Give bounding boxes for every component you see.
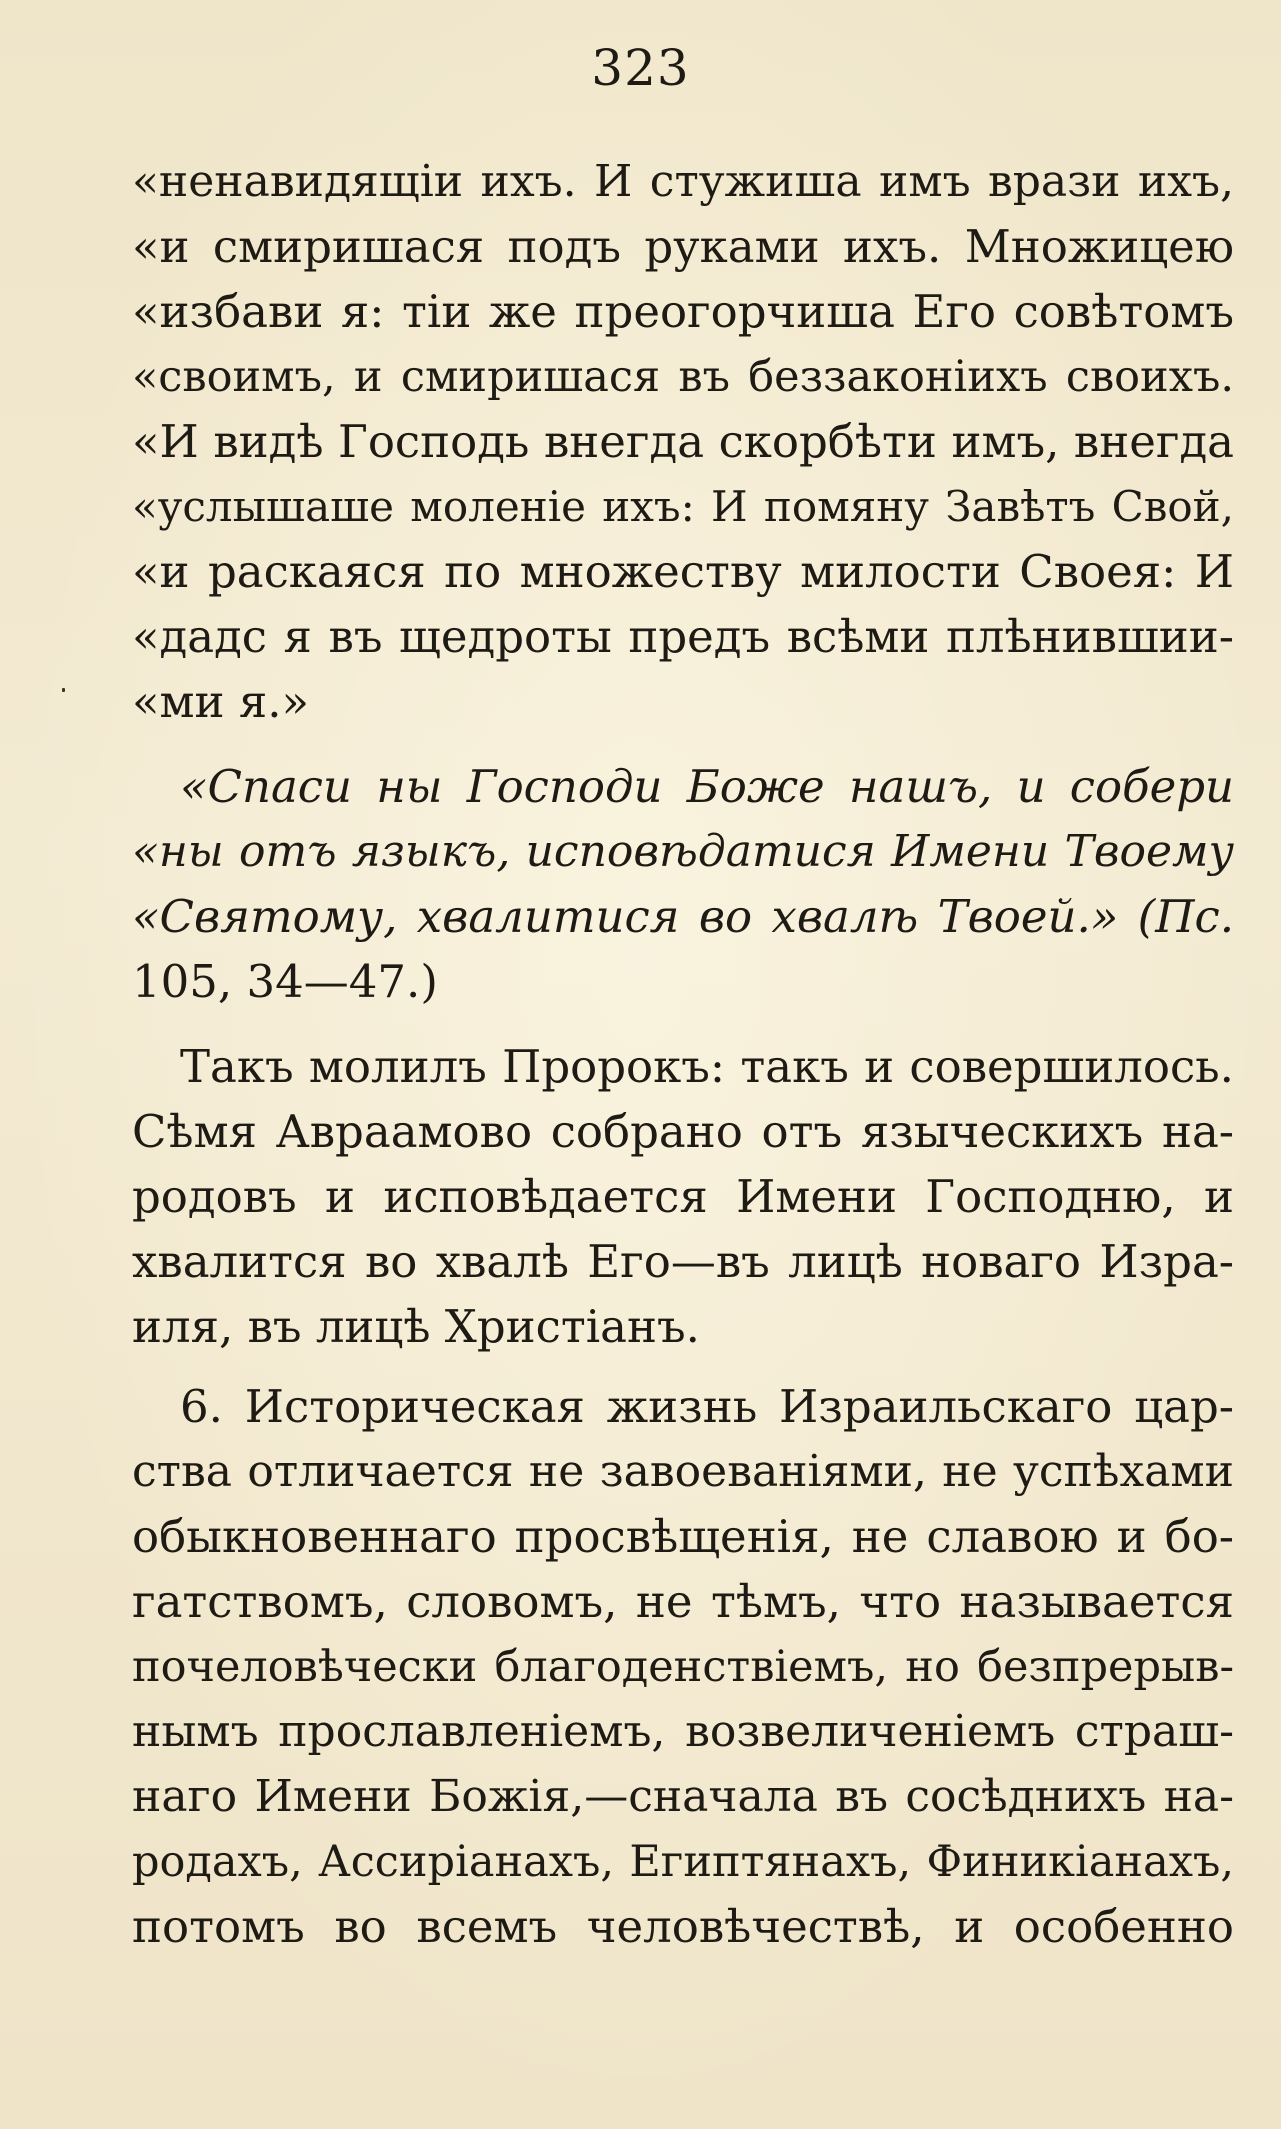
margin-speck [62,688,65,692]
text-line: наго Имени Божія,—сначала въ сосѣднихъ на- [132,1771,1234,1822]
text-line: Такъ молилъ Пророкъ: такъ и совершилось. [180,1040,1234,1093]
italic-quote-line: «Святому, хвалитися во хвалѣ Твоей.» (Пс. [132,890,1234,943]
italic-quote-line: «Спаси ны Господи Боже нашъ, и собери [180,760,1234,813]
page-number: 323 [591,39,690,97]
text-line: 6. Историческая жизнь Израильскаго цар- [180,1380,1234,1433]
text-line: иля, въ лицѣ Христіанъ. [132,1300,700,1353]
text-line: гатствомъ, словомъ, не тѣмъ, что называется [132,1575,1234,1628]
text-line: обыкновеннаго просвѣщенія, не славою и бо- [132,1510,1234,1563]
text-line: ства отличается не завоеваніями, не успѣхами [132,1446,1234,1497]
text-line: «и смиришася подъ руками ихъ. Множицею [132,220,1234,273]
text-line: «дадс я въ щедроты предъ всѣми плѣнившии- [132,610,1234,663]
text-line: «И видѣ Господь внегда скорбѣти имъ, внегда [132,415,1234,468]
text-line: «ненавидящіи ихъ. И стужиша имъ врази ихъ, [132,156,1234,207]
text-line: «и раскаяся по множеству милости Своея: И [132,545,1234,598]
reference-line: 105, 34—47.) [132,955,438,1008]
text-line: Сѣмя Авраамово собрано отъ языческихъ на- [132,1105,1234,1158]
text-line: потомъ во всемъ человѣчествѣ, и особенно [132,1900,1234,1953]
text-line: родовъ и исповѣдается Имени Господню, и [132,1170,1234,1223]
text-line: нымъ прославленіемъ, возвеличеніемъ страш- [132,1706,1234,1757]
text-line: «своимъ, и смиришася въ беззаконіихъ своихъ. [132,352,1234,402]
text-line: «избави я: тіи же преогорчиша Его совѣтомъ [132,285,1234,338]
text-line: почеловѣчески благоденствіемъ, но безпрерыв- [132,1642,1234,1692]
text-line: родахъ, Ассиріанахъ, Египтянахъ, Финикіанахъ, [132,1837,1234,1887]
text-line: «услышаше моленіе ихъ: И помяну Завѣтъ Свой, [132,482,1234,531]
text-line: хвалится во хвалѣ Его—въ лицѣ новаго Изра- [132,1235,1234,1288]
italic-quote-line: «ны отъ языкъ, исповѣдатися Имени Твоему [132,826,1234,877]
text-line: «ми я.» [132,675,310,728]
